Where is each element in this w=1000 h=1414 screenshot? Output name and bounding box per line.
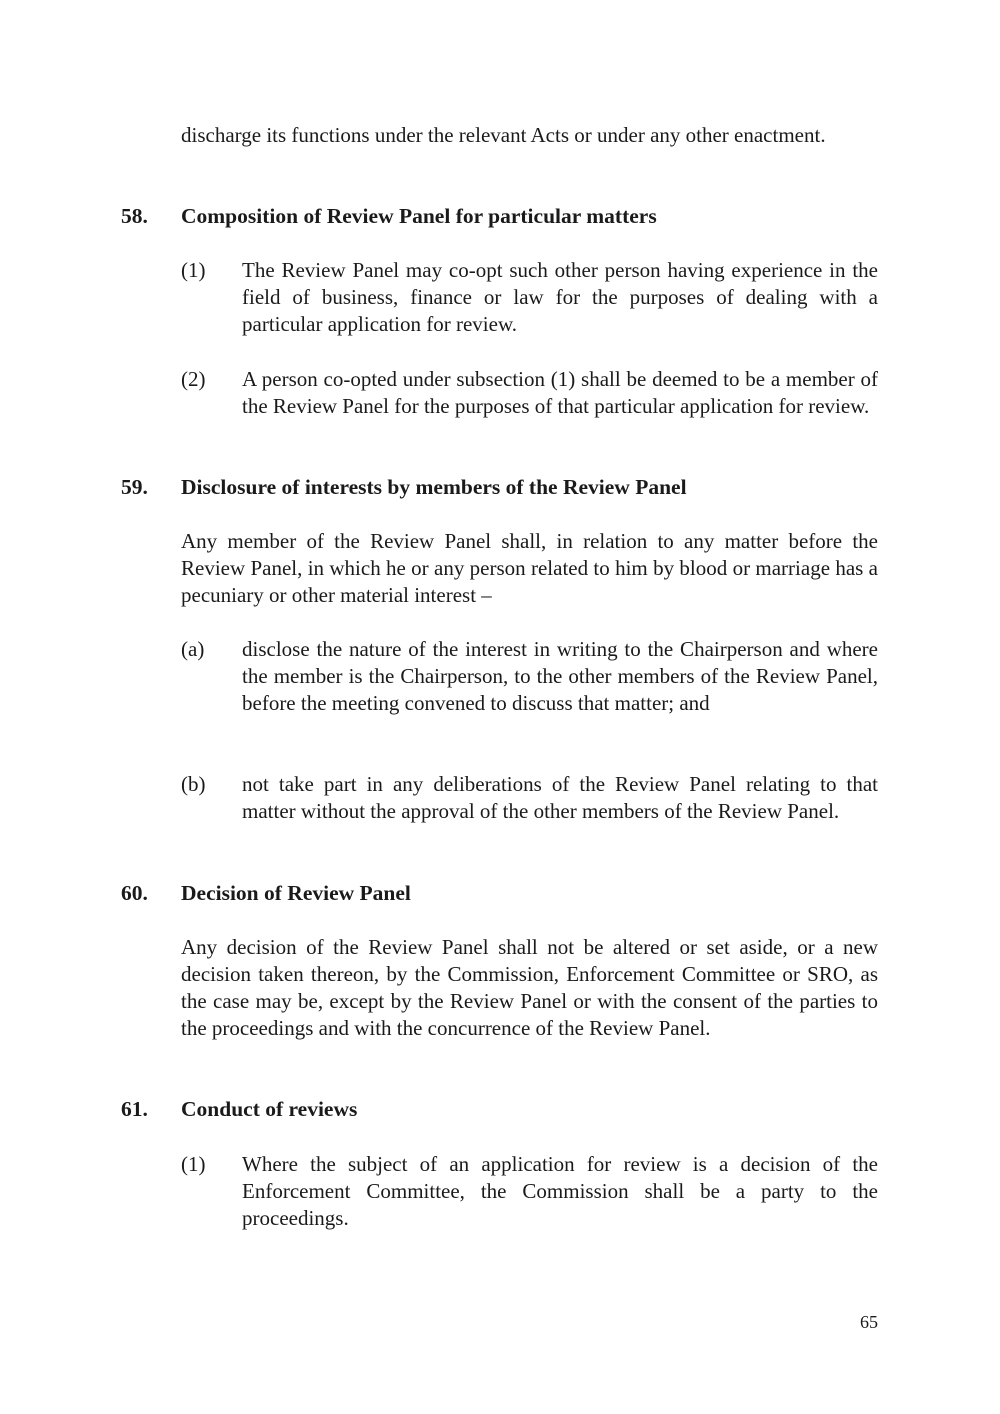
section-60-body: Any decision of the Review Panel shall not be altered or set aside, or a new decision taken thereon, by the Commission, Enforcement Committee or SRO, as the case may be, except by the Review Panel or with the consent of the parties to the proceedings and with the concurrence of the Review Panel. — [181, 935, 878, 1040]
continuation-paragraph: discharge its functions under the relevant Acts or under any other enactment. — [181, 123, 826, 147]
subsection-marker: (1) — [181, 1152, 206, 1176]
section-title: Composition of Review Panel for particular matters — [181, 204, 657, 228]
section-title: Decision of Review Panel — [181, 881, 411, 905]
section-59-intro: Any member of the Review Panel shall, in relation to any matter before the Review Panel, in which he or any person related to him by blood or marriage has a pecuniary or other material interest – — [181, 529, 878, 607]
section-58-subsection-2 — [181, 366, 878, 420]
section-number: 59. — [121, 475, 148, 499]
subsection-marker: (2) — [181, 367, 206, 391]
item-text: disclose the nature of the interest in writing to the Chairperson and where the member is the Chairperson, to the other members of the Review Panel, before the meeting convened to discuss that matter; and — [242, 637, 878, 715]
section-title: Conduct of reviews — [181, 1097, 358, 1121]
section-58-subsection-1 — [181, 257, 878, 338]
section-number: 60. — [121, 881, 148, 905]
section-number: 58. — [121, 204, 148, 228]
section-59-item-b — [181, 771, 878, 825]
subsection-marker: (1) — [181, 258, 206, 282]
item-text: not take part in any deliberations of the Review Panel relating to that matter without the approval of the other members of the Review Panel. — [242, 772, 878, 823]
section-title: Disclosure of interests by members of the Review Panel — [181, 475, 687, 499]
section-61-subsection-1 — [181, 1151, 878, 1232]
section-number: 61. — [121, 1097, 148, 1121]
subsection-text: Where the subject of an application for review is a decision of the Enforcement Committee, the Commission shall be a party to the proceedings. — [242, 1152, 878, 1230]
page-number: 65 — [860, 1312, 878, 1332]
subsection-text: A person co-opted under subsection (1) shall be deemed to be a member of the Review Panel for the purposes of that particular application for review. — [242, 367, 878, 418]
subsection-text: The Review Panel may co-opt such other person having experience in the field of business, finance or law for the purposes of dealing with a particular application for review. — [242, 258, 878, 336]
section-59-item-a — [181, 636, 878, 717]
item-marker: (b) — [181, 772, 206, 796]
item-marker: (a) — [181, 637, 205, 661]
